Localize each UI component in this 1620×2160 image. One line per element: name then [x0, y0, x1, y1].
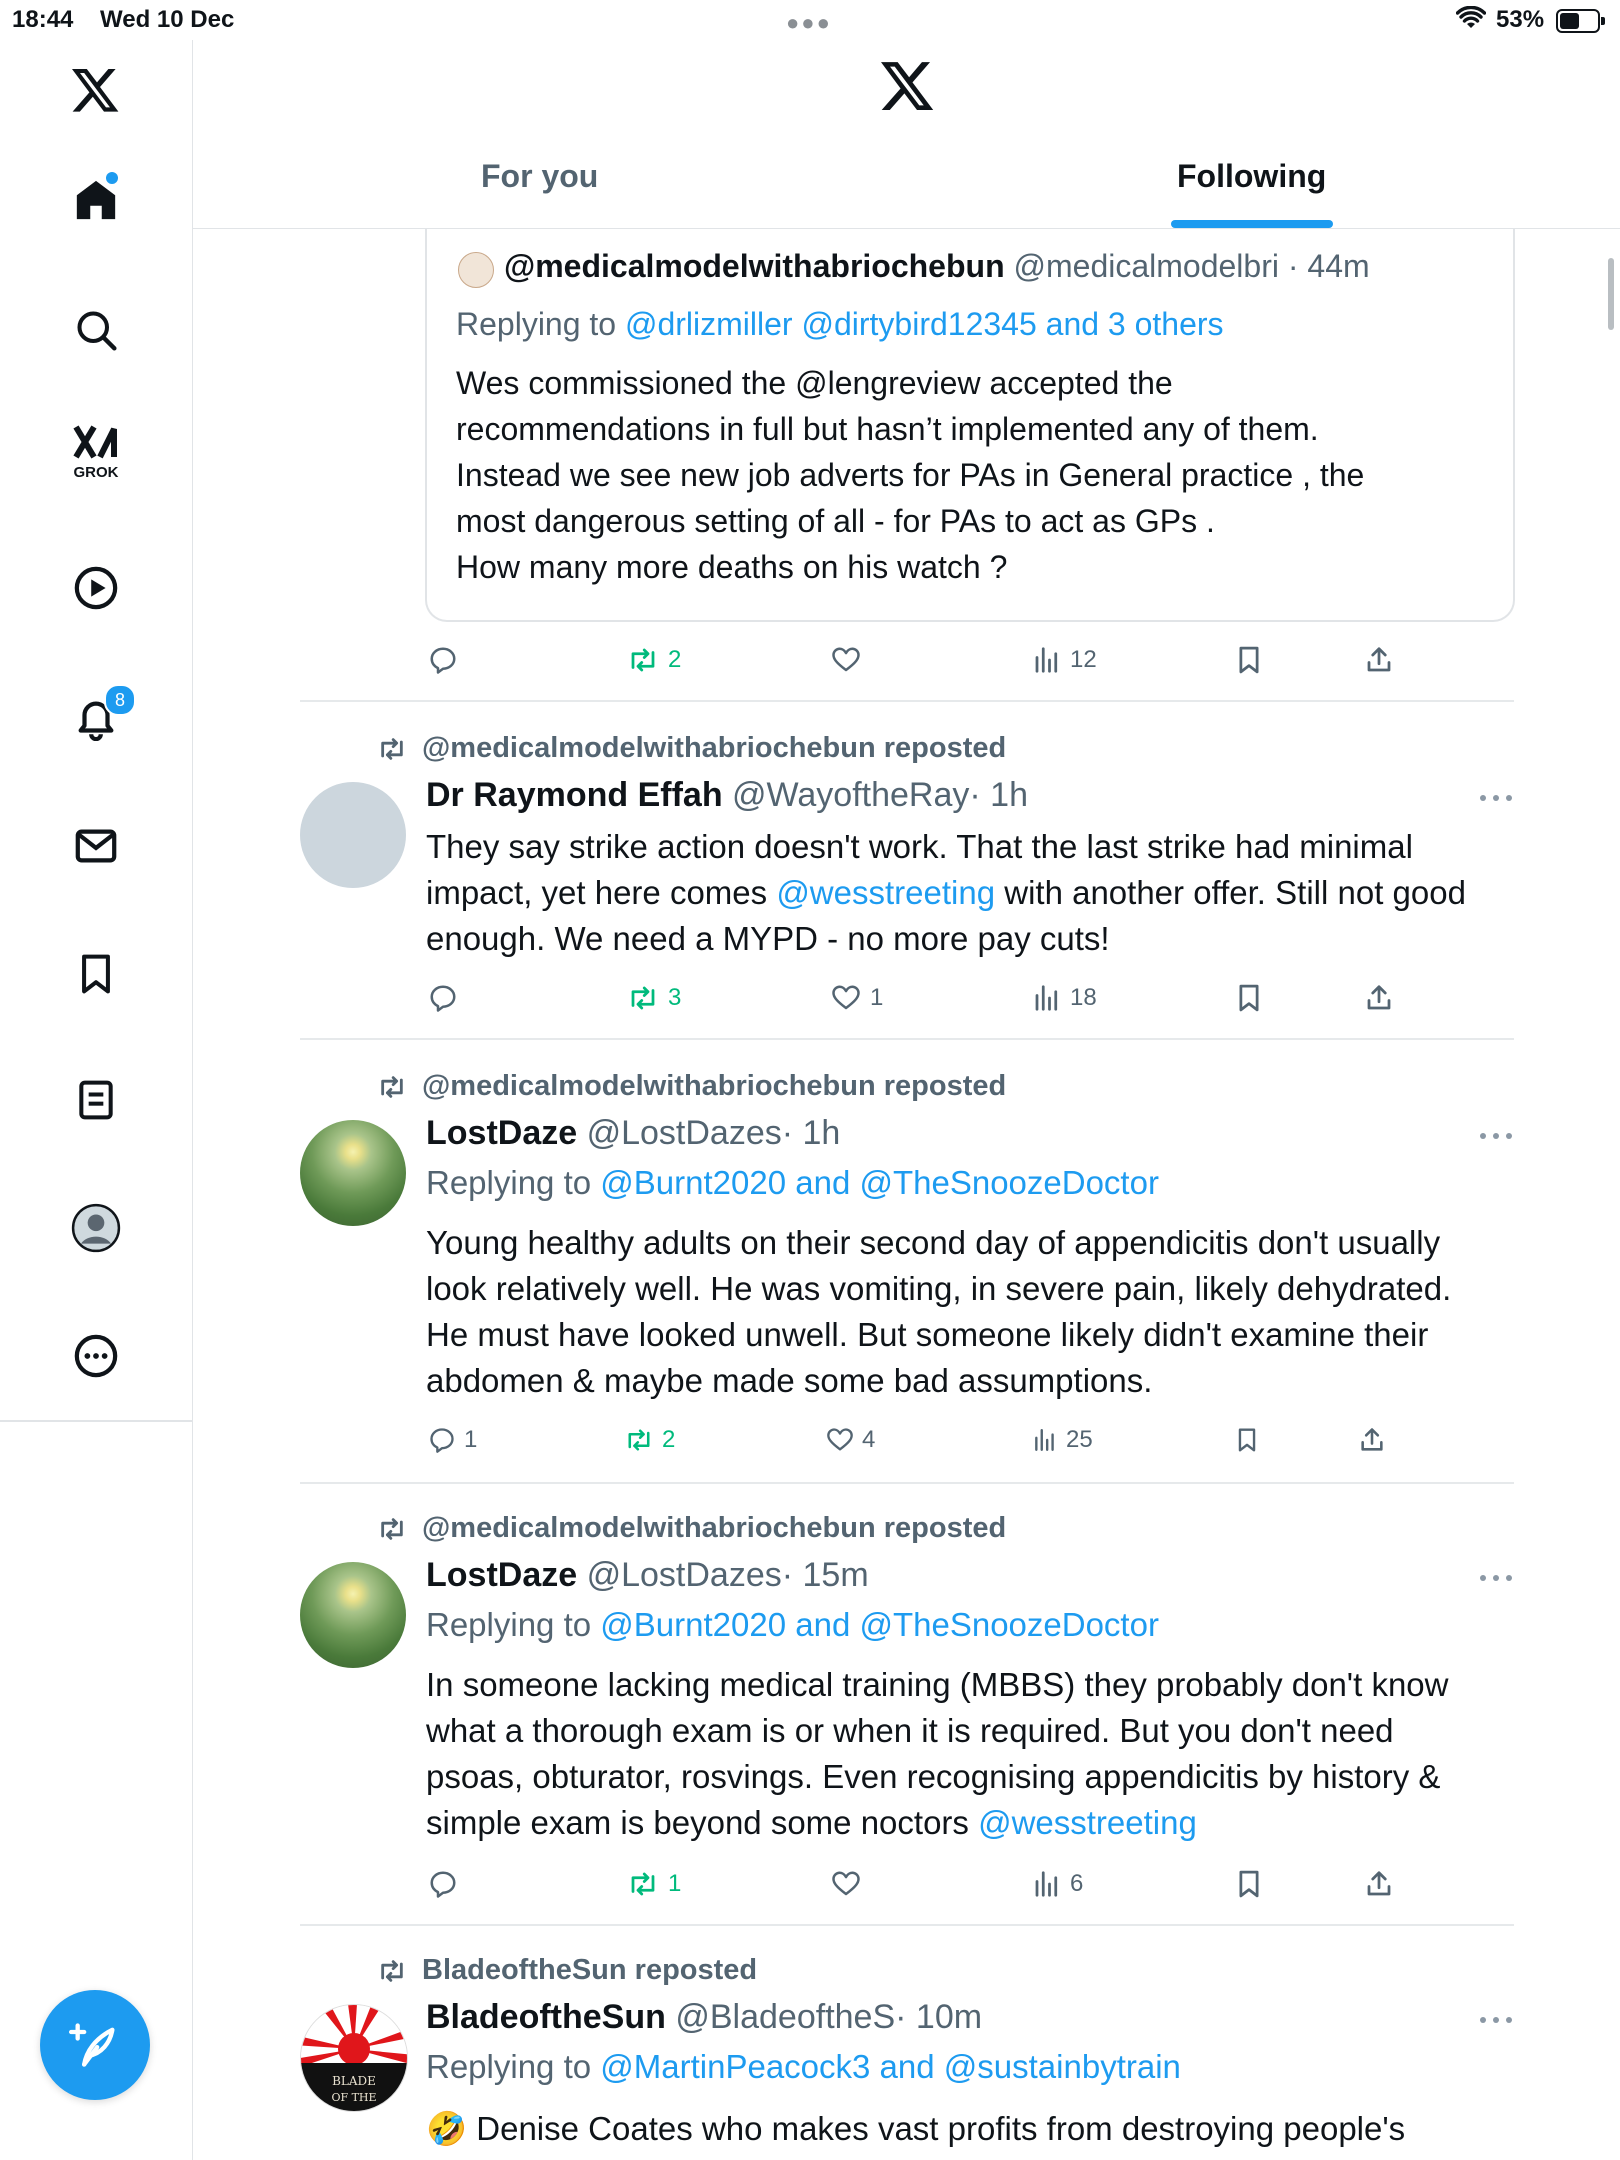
repost-button[interactable]	[626, 1862, 681, 1906]
quoted-author-handle[interactable]: @medicalmodelbri	[1013, 248, 1279, 284]
author-avatar[interactable]	[300, 2004, 408, 2112]
text-line: impact, yet here comes @wesstreeting with another offer. Still not good	[426, 874, 1466, 911]
author-handle[interactable]: @LostDazes	[586, 1114, 782, 1152]
replying-to-users[interactable]: @Burnt2020 and @TheSnoozeDoctor	[600, 1606, 1159, 1643]
post-divider	[300, 1924, 1514, 1926]
reply-count: 1	[464, 1426, 478, 1453]
x-logo-icon[interactable]	[881, 62, 935, 119]
battery-icon	[1556, 9, 1600, 33]
active-tab-indicator	[1171, 220, 1333, 228]
repost-indicator[interactable]	[376, 1070, 1006, 1103]
author-name[interactable]: BladeoftheSun	[426, 1998, 666, 2036]
post-actions-bar	[428, 638, 1434, 682]
battery-percent: 53%	[1496, 6, 1545, 33]
notifications-bell-icon[interactable]	[66, 688, 126, 748]
views-count: 18	[1070, 984, 1097, 1011]
mention-link[interactable]: @wesstreeting	[776, 874, 996, 911]
scrollbar-thumb[interactable]	[1608, 258, 1614, 330]
views-count: 6	[1070, 1870, 1084, 1897]
home-icon[interactable]	[66, 170, 126, 230]
text-line: what a thorough exam is or when it is required. But you don't need	[426, 1712, 1394, 1749]
views-button[interactable]	[1032, 976, 1097, 1020]
replying-prefix: Replying to	[456, 306, 617, 342]
author-name[interactable]: LostDaze	[426, 1114, 578, 1152]
post-time: · 10m	[895, 1998, 983, 2036]
more-options-icon[interactable]	[66, 1326, 126, 1386]
post-divider	[300, 1482, 1514, 1484]
repost-button[interactable]	[626, 638, 681, 682]
post-text	[426, 2106, 1516, 2152]
replying-to-users[interactable]: @Burnt2020 and @TheSnoozeDoctor	[600, 1164, 1159, 1201]
post-text	[426, 824, 1516, 962]
text-line: simple exam is beyond some noctors @wesstreeting	[426, 1804, 1197, 1841]
tab-following[interactable]: Following	[1177, 158, 1327, 194]
reply-button[interactable]	[428, 1418, 477, 1462]
video-play-icon[interactable]	[66, 558, 126, 618]
reply-button[interactable]	[428, 1862, 466, 1906]
post-more-menu-icon[interactable]	[1480, 1568, 1512, 1588]
views-count: 25	[1066, 1426, 1093, 1453]
lists-icon[interactable]	[66, 1070, 126, 1130]
svg-text:BLADE: BLADE	[332, 2074, 376, 2088]
repost-icon	[376, 1073, 408, 1101]
author-handle[interactable]: @WayoftheRay	[732, 776, 970, 814]
replying-to-users[interactable]: @drlizmiller @dirtybird12345 and 3 others	[624, 306, 1224, 342]
author-name[interactable]: LostDaze	[426, 1556, 578, 1594]
text-line: enough. We need a MYPD - no more pay cuts!	[426, 920, 1110, 957]
replying-to-line	[426, 1164, 1159, 1202]
timeline-header	[193, 40, 1620, 229]
replying-to-line	[426, 1606, 1159, 1644]
status-time: 18:44	[12, 6, 74, 33]
replying-to-line	[426, 2048, 1181, 2086]
replying-to-users[interactable]: @MartinPeacock3 and @sustainbytrain	[600, 2048, 1181, 2085]
post-actions-bar	[428, 1862, 1434, 1906]
post-divider	[300, 700, 1514, 702]
author-handle[interactable]: @BladeoftheS	[675, 1998, 896, 2036]
post-time: · 1h	[781, 1114, 841, 1152]
author-line	[426, 1998, 982, 2037]
quoted-author-avatar[interactable]	[458, 252, 494, 288]
compose-post-button[interactable]	[40, 1990, 150, 2100]
repost-icon	[376, 1957, 408, 1985]
profile-avatar-icon[interactable]	[66, 1198, 126, 1258]
views-count: 12	[1070, 646, 1097, 673]
repost-button[interactable]	[626, 976, 681, 1020]
post-more-menu-icon[interactable]	[1480, 2010, 1512, 2030]
text-line: Young healthy adults on their second day of appendicitis don't usually	[426, 1224, 1441, 1261]
grok-label: GROK	[73, 464, 119, 481]
bookmark-button[interactable]	[1234, 1862, 1264, 1906]
post-text	[426, 1662, 1516, 1846]
repost-label: BladeoftheSun reposted	[422, 1954, 758, 1986]
text-line: Instead we see new job adverts for PAs in General practice , the	[456, 457, 1365, 493]
post-more-menu-icon[interactable]	[1480, 1126, 1512, 1146]
post-more-menu-icon[interactable]	[1480, 788, 1512, 808]
author-name[interactable]: Dr Raymond Effah	[426, 776, 723, 814]
repost-indicator[interactable]	[376, 1954, 757, 1987]
quoted-author-line	[504, 248, 1370, 285]
mention-link[interactable]: @wesstreeting	[978, 1804, 1197, 1841]
author-avatar[interactable]	[300, 1120, 406, 1226]
repost-button[interactable]	[624, 1418, 675, 1462]
x-logo-icon[interactable]	[66, 62, 126, 122]
quoted-post-time: · 44m	[1287, 248, 1370, 284]
share-button[interactable]	[1364, 1862, 1394, 1906]
grok-icon[interactable]	[66, 422, 126, 482]
bookmarks-icon[interactable]	[66, 944, 126, 1004]
like-button[interactable]	[826, 1418, 875, 1462]
text-line: 🤣 Denise Coates who makes vast profits from destroying people's	[426, 2110, 1406, 2147]
text-line: most dangerous setting of all - for PAs to act as GPs .	[456, 503, 1215, 539]
repost-label: @medicalmodelwithabriochebun reposted	[422, 732, 1007, 764]
text-line: How many more deaths on his watch ?	[456, 549, 1008, 585]
views-button[interactable]	[1032, 1862, 1083, 1906]
like-button[interactable]	[830, 1862, 870, 1906]
like-button[interactable]	[830, 976, 883, 1020]
repost-count: 2	[668, 646, 682, 673]
views-button[interactable]	[1032, 638, 1097, 682]
svg-text:OF THE: OF THE	[331, 2091, 377, 2104]
like-count: 1	[870, 984, 884, 1011]
status-bar	[0, 0, 1620, 40]
quoted-post-text	[456, 360, 1466, 590]
author-line	[426, 776, 1028, 815]
replying-prefix: Replying to	[426, 1606, 592, 1643]
author-line	[426, 1556, 869, 1595]
repost-icon	[376, 735, 408, 763]
quoted-replying-to	[456, 306, 1224, 343]
compose-feather-icon	[69, 2019, 121, 2071]
share-button[interactable]	[1358, 1418, 1386, 1462]
notifications-badge: 8	[104, 684, 136, 716]
text-line: look relatively well. He was vomiting, in severe pain, likely dehydrated.	[426, 1270, 1452, 1307]
rising-sun-logo	[301, 2005, 407, 2111]
reply-button[interactable]	[428, 638, 466, 682]
post-time: · 1h	[969, 776, 1028, 814]
bookmark-button[interactable]	[1234, 638, 1264, 682]
repost-count: 3	[668, 984, 682, 1011]
sidebar-nav	[0, 40, 193, 2160]
post-text	[426, 1220, 1516, 1404]
bookmark-button[interactable]	[1234, 1418, 1260, 1462]
bookmark-button[interactable]	[1234, 976, 1264, 1020]
author-avatar[interactable]	[300, 782, 406, 888]
sidebar-divider	[0, 1420, 192, 1422]
post-time: · 15m	[781, 1556, 869, 1594]
wifi-icon	[1456, 6, 1486, 37]
repost-count: 2	[662, 1426, 676, 1453]
text-line: abdomen & maybe made some bad assumptions.	[426, 1362, 1153, 1399]
quoted-author-name[interactable]: @medicalmodelwithabriochebun	[504, 248, 1005, 284]
multitasking-dots-icon[interactable]: ●●●	[786, 10, 832, 35]
laughing-emoji: 🤣	[426, 2110, 468, 2147]
post-divider	[300, 1038, 1514, 1040]
repost-icon	[376, 1515, 408, 1543]
replying-prefix: Replying to	[426, 1164, 592, 1201]
repost-label: @medicalmodelwithabriochebun reposted	[422, 1070, 1007, 1102]
author-line	[426, 1114, 840, 1153]
post-actions-bar	[428, 976, 1434, 1020]
text-line: psoas, obturator, rosvings. Even recognising appendicitis by history &	[426, 1758, 1441, 1795]
text-line: Wes commissioned the @lengreview accepted the	[456, 365, 1173, 401]
text-line: They say strike action doesn't work. That the last strike had minimal	[426, 828, 1413, 865]
repost-label: @medicalmodelwithabriochebun reposted	[422, 1512, 1007, 1544]
text-line: He must have looked unwell. But someone likely didn't examine their	[426, 1316, 1429, 1353]
views-button[interactable]	[1032, 1418, 1093, 1462]
text-line: In someone lacking medical training (MBBS) they probably don't know	[426, 1666, 1449, 1703]
tab-for-you[interactable]: For you	[481, 158, 599, 194]
messages-envelope-icon[interactable]	[66, 816, 126, 876]
author-handle[interactable]: @LostDazes	[586, 1556, 782, 1594]
like-count: 4	[862, 1426, 876, 1453]
status-date: Wed 10 Dec	[100, 6, 235, 33]
search-icon[interactable]	[66, 300, 126, 360]
reply-button[interactable]	[428, 976, 466, 1020]
repost-count: 1	[668, 1870, 682, 1897]
like-button[interactable]	[830, 638, 870, 682]
home-unread-dot	[106, 172, 118, 184]
repost-indicator[interactable]	[376, 1512, 1006, 1545]
text-line: recommendations in full but hasn’t implemented any of them.	[456, 411, 1319, 447]
post-actions-bar	[428, 1418, 1434, 1462]
repost-indicator[interactable]	[376, 732, 1006, 765]
share-button[interactable]	[1364, 976, 1394, 1020]
author-avatar[interactable]	[300, 1562, 406, 1668]
replying-prefix: Replying to	[426, 2048, 592, 2085]
share-button[interactable]	[1364, 638, 1394, 682]
